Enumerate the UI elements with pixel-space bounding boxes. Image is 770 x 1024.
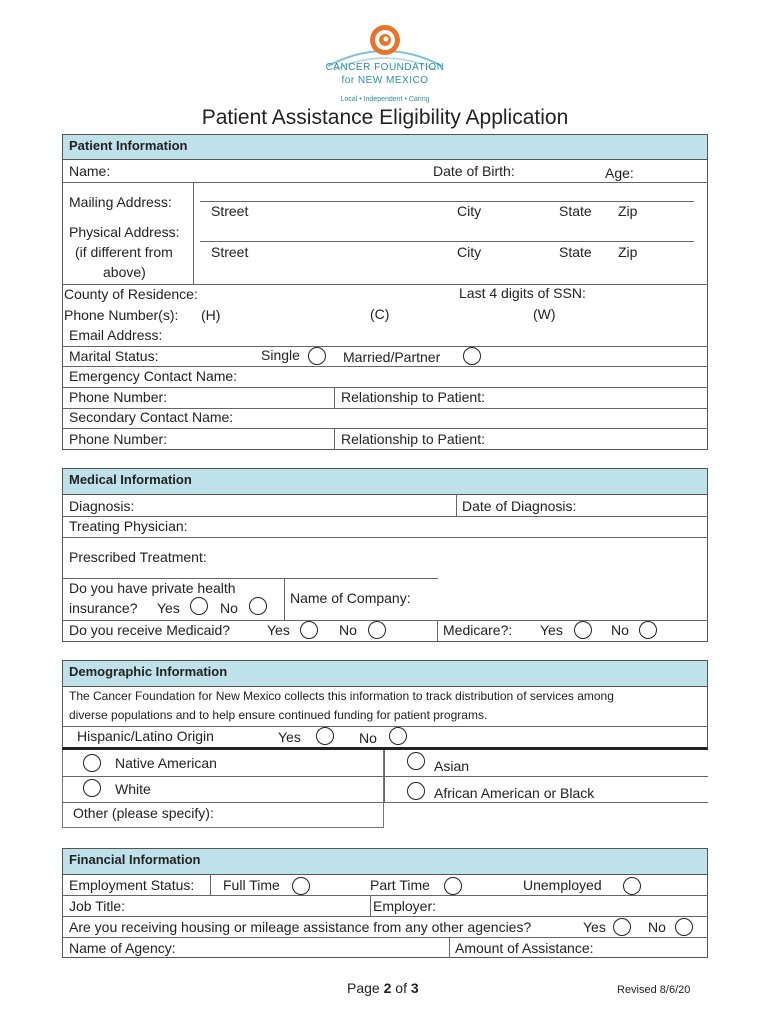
- page-word: Page: [347, 980, 380, 996]
- hispanic-no-radio[interactable]: [389, 727, 407, 745]
- assistance-yes-radio[interactable]: [613, 918, 631, 936]
- medicaid-no-radio[interactable]: [368, 621, 386, 639]
- medicare-no-radio[interactable]: [639, 621, 657, 639]
- demographic-note-line2: diverse populations and to help ensure continued funding for patient programs.: [69, 708, 488, 722]
- home-phone-label: (H): [201, 307, 221, 323]
- secondary-phone-label: Phone Number:: [69, 431, 168, 447]
- hispanic-yes-radio[interactable]: [316, 727, 334, 745]
- insurance-yes-label: Yes: [157, 600, 180, 616]
- mailing-city-label: City: [457, 203, 482, 219]
- revised-date: Revised 8/6/20: [617, 984, 691, 996]
- age-label: Age:: [605, 165, 634, 181]
- diagnosis-label: Diagnosis:: [69, 498, 135, 514]
- county-label: County of Residence:: [64, 286, 198, 302]
- insurance-question-label: Do you have private health: [69, 580, 236, 596]
- work-phone-label: (W): [533, 306, 556, 322]
- employer-label: Employer:: [373, 898, 437, 914]
- insurance-question-label2: insurance?: [69, 600, 138, 616]
- medicare-no-label: No: [611, 622, 629, 638]
- assistance-question-label: Are you receiving housing or mileage assistance from any other agencies?: [69, 919, 532, 935]
- email-label: Email Address:: [69, 327, 163, 343]
- physical-address-note: (if different from: [75, 244, 173, 260]
- secondary-relationship-label: Relationship to Patient:: [341, 431, 485, 447]
- physical-address-label: Physical Address:: [69, 224, 180, 240]
- native-american-radio[interactable]: [83, 754, 101, 772]
- physical-city-label: City: [457, 244, 482, 260]
- job-title-label: Job Title:: [69, 898, 126, 914]
- part-time-label: Part Time: [370, 877, 430, 893]
- full-time-radio[interactable]: [292, 877, 310, 895]
- mailing-zip-label: Zip: [618, 203, 638, 219]
- hispanic-no-label: No: [359, 730, 377, 746]
- section-header-medical: Medical Information: [62, 468, 708, 495]
- secondary-contact-label: Secondary Contact Name:: [69, 409, 234, 425]
- african-american-radio[interactable]: [407, 782, 425, 800]
- physical-street-label: Street: [211, 244, 249, 260]
- mailing-state-label: State: [559, 203, 592, 219]
- page-number: 2: [383, 980, 392, 996]
- company-label: Name of Company:: [290, 590, 411, 606]
- part-time-radio[interactable]: [444, 877, 462, 895]
- of-word: of: [395, 980, 407, 996]
- mailing-address-label: Mailing Address:: [69, 194, 172, 210]
- name-label: Name:: [69, 163, 111, 179]
- hispanic-label: Hispanic/Latino Origin: [77, 728, 214, 744]
- single-label: Single: [261, 347, 300, 363]
- white-label: White: [115, 781, 151, 797]
- employment-status-label: Employment Status:: [69, 877, 195, 893]
- physical-state-label: State: [559, 244, 592, 260]
- full-time-label: Full Time: [223, 877, 280, 893]
- single-radio[interactable]: [308, 347, 326, 365]
- treatment-label: Prescribed Treatment:: [69, 549, 207, 565]
- logo-tagline: Local • Independent • Caring: [340, 96, 430, 103]
- logo-line2: for NEW MEXICO: [341, 75, 429, 86]
- assistance-amount-label: Amount of Assistance:: [455, 940, 594, 956]
- medicare-yes-label: Yes: [540, 622, 563, 638]
- medicaid-no-label: No: [339, 622, 357, 638]
- physical-zip-label: Zip: [618, 244, 638, 260]
- asian-radio[interactable]: [407, 752, 425, 770]
- assistance-yes-label: Yes: [583, 919, 606, 935]
- native-american-label: Native American: [115, 755, 217, 771]
- emergency-relationship-label: Relationship to Patient:: [341, 389, 485, 405]
- assistance-no-radio[interactable]: [675, 918, 693, 936]
- medicaid-yes-label: Yes: [267, 622, 290, 638]
- medicare-label: Medicare?:: [443, 622, 513, 638]
- date-of-diagnosis-label: Date of Diagnosis:: [462, 498, 577, 514]
- asian-label: Asian: [434, 758, 470, 774]
- insurance-no-radio[interactable]: [249, 597, 267, 615]
- section-header-patient: Patient Information: [62, 134, 708, 160]
- phone-numbers-label: Phone Number(s):: [64, 307, 179, 323]
- physician-label: Treating Physician:: [69, 518, 188, 534]
- page-title: Patient Assistance Eligibility Application: [201, 106, 569, 129]
- mailing-street-label: Street: [211, 203, 249, 219]
- page-total: 3: [410, 980, 419, 996]
- african-american-label: African American or Black: [434, 785, 595, 801]
- unemployed-label: Unemployed: [523, 877, 602, 893]
- other-race-label: Other (please specify):: [73, 805, 214, 821]
- demographic-note-line1: The Cancer Foundation for New Mexico collects this information to track distribution of services among: [69, 689, 614, 703]
- married-label: Married/Partner: [343, 349, 441, 365]
- insurance-no-label: No: [220, 600, 238, 616]
- logo-line1: CANCER FOUNDATION: [325, 62, 445, 73]
- married-radio[interactable]: [463, 347, 481, 365]
- agency-name-label: Name of Agency:: [69, 940, 176, 956]
- page-indicator: [347, 980, 419, 996]
- dob-label: Date of Birth:: [433, 163, 515, 179]
- section-header-financial: Financial Information: [62, 848, 708, 875]
- emergency-phone-label: Phone Number:: [69, 389, 168, 405]
- medicaid-label: Do you receive Medicaid?: [69, 622, 231, 638]
- medicare-yes-radio[interactable]: [574, 621, 592, 639]
- emergency-contact-label: Emergency Contact Name:: [69, 368, 238, 384]
- hispanic-yes-label: Yes: [278, 729, 301, 745]
- insurance-yes-radio[interactable]: [190, 597, 208, 615]
- medicaid-yes-radio[interactable]: [300, 621, 318, 639]
- cell-phone-label: (C): [370, 306, 390, 322]
- marital-status-label: Marital Status:: [69, 348, 159, 364]
- physical-address-note2: above): [103, 264, 146, 280]
- ssn-label: Last 4 digits of SSN:: [459, 285, 586, 301]
- section-header-demographic: Demographic Information: [62, 660, 708, 687]
- unemployed-radio[interactable]: [623, 877, 641, 895]
- assistance-no-label: No: [648, 919, 666, 935]
- white-radio[interactable]: [83, 779, 101, 797]
